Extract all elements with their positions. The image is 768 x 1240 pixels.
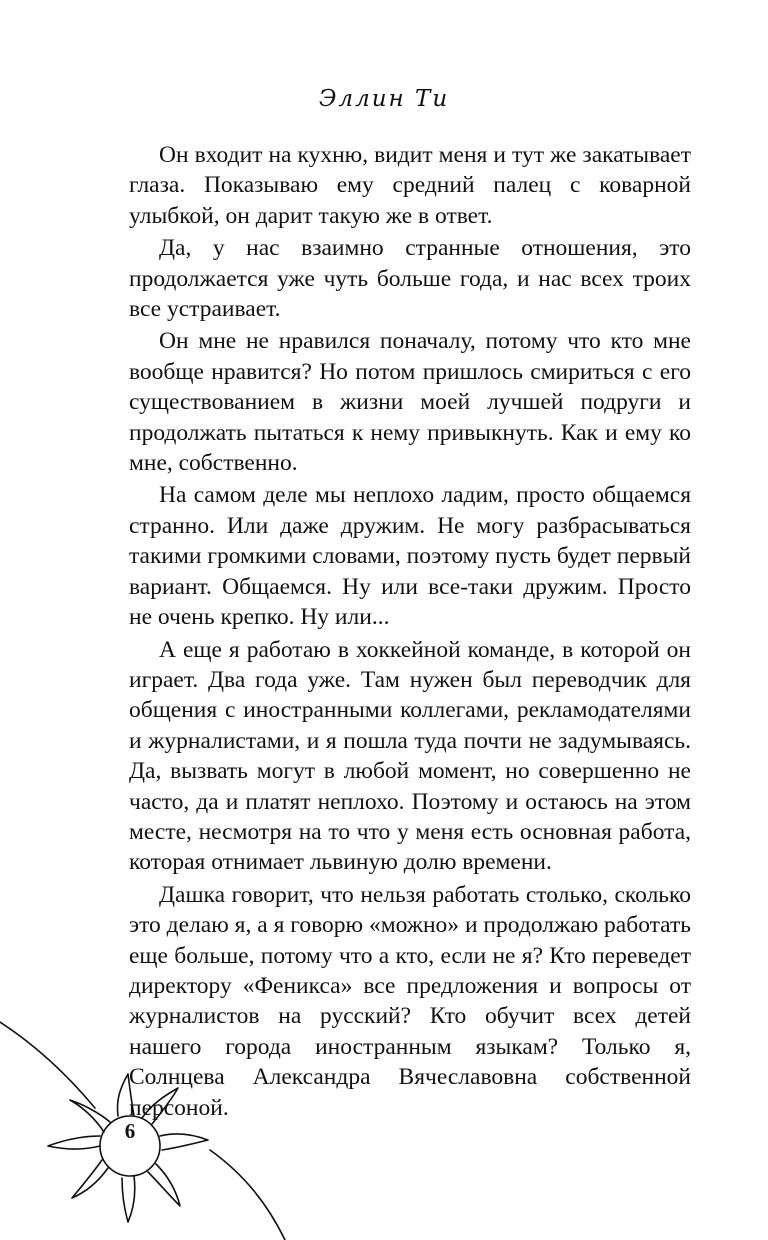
sun-ray-top bbox=[117, 1074, 134, 1116]
sun-ray-right bbox=[160, 1134, 208, 1150]
paragraph-5: А еще я работаю в хоккейной команде, в которой он играет. Два года уже. Там нужен был переводчик для общения с иностранными коллегами, рекламодателями и журналистами, и я пошла туда почти не задумываясь. Да, вызвать могут в любой момент, но совершенно не часто, да и платят неплохо. Поэтому и остаюсь на этом месте, несмотря на то что у меня есть основная работа, которая отнимает львиную долю времени. bbox=[129, 636, 691, 876]
sun-ray-bottom-right bbox=[148, 1164, 180, 1206]
paragraph-4: На самом деле мы неплохо ладим, просто общаемся странно. Или даже дружим. Не могу разбрасываться такими громкими словами, поэтому пусть будет первый вариант. Общаемся. Ну или все-таки дружим. Просто не очень крепко. Ну или... bbox=[129, 482, 691, 631]
paragraph-1: Он входит на кухню, видит меня и тут же закатывает глаза. Показываю ему средний палец с коварной улыбкой, он дарит такую же в ответ. bbox=[129, 142, 691, 229]
paragraph-6: Дашка говорит, что нельзя работать столько, сколько это делаю я, а я говорю «можно» и продолжаю работать еще больше, потому что а кто, если не я? Кто переведет директору «Феникса» все предложения и вопросы от журналистов на русский? Кто обучит всех детей нашего города иностранным языкам? Только я, Солнцева Александра Вячеславовна собственной персоной. bbox=[129, 881, 691, 1121]
paragraph-2: Да, у нас взаимно странные отношения, это продолжается уже чуть больше года, и нас всех троих все устраивает. bbox=[129, 235, 691, 323]
sun-ornament-icon bbox=[0, 1000, 320, 1240]
paragraph-3: Он мне не нравился поначалу, потому что кто мне вообще нравится? Но потом пришлось смириться с его существованием в жизни моей лучшей подруги и продолжать пытаться к нему привыкнуть. Как и ему ко мне, собственно. bbox=[129, 328, 691, 477]
body-text bbox=[129, 140, 691, 1123]
ornament-tail-line bbox=[210, 1150, 285, 1240]
sun-ray-left bbox=[48, 1136, 100, 1149]
running-head-author: Эллин Ти bbox=[318, 86, 450, 112]
page-number: 6 bbox=[124, 1119, 136, 1143]
sun-ray-bottom bbox=[122, 1176, 135, 1222]
sun-ray-bottom-left bbox=[72, 1160, 108, 1198]
ornament-swoop-line bbox=[0, 1022, 95, 1108]
